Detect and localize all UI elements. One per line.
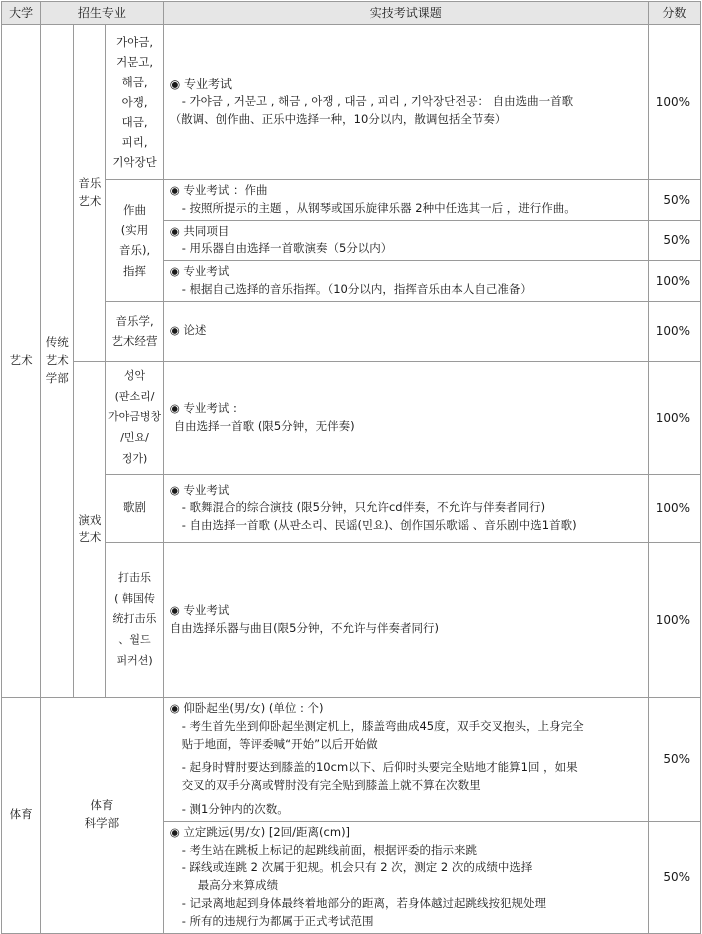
table-row xyxy=(2,301,701,361)
score: 100% xyxy=(648,474,700,542)
task-line: 最高分来算成绩 xyxy=(197,878,279,893)
task-line: - 测1分钟内的次数。 xyxy=(181,801,289,816)
task-line: - 考生站在跳板上标记的起跳线前面，根据评委的指示来跳 xyxy=(181,842,477,857)
score: 50% xyxy=(648,180,700,221)
university-pe: 体育 xyxy=(2,697,41,933)
table-row xyxy=(2,542,701,697)
score: 50% xyxy=(648,697,700,821)
major-composition: 作曲 (实用 音乐), 指挥 xyxy=(106,180,163,302)
task-line: 交叉的双手分离或臂肘没有完全贴到膝盖上就不算在次数里 xyxy=(181,778,481,793)
header-university: 大学 xyxy=(2,2,41,25)
task-common xyxy=(163,220,648,261)
task-opera xyxy=(163,474,648,542)
task-conducting xyxy=(163,261,648,302)
task-title: ◉ 专业考试 ：作曲 xyxy=(169,183,268,197)
task-line: - 记录离地起到身体最终着地部分的距离，若身体越过起跳线按犯规处理 xyxy=(181,896,546,910)
score: 50% xyxy=(648,220,700,261)
task-title: ◉ 专业考试 : xyxy=(169,401,237,416)
header-score: 分数 xyxy=(648,2,700,25)
major-musicology: 音乐学, 艺术经营 xyxy=(106,301,163,361)
score: 100% xyxy=(648,301,700,361)
score: 100% xyxy=(648,25,700,180)
task-line: - 歌舞混合的综合演技 (限5分钟，只允许cd伴奏，不允许与伴奏者同行) xyxy=(181,500,546,515)
header-major: 招生专业 xyxy=(41,2,164,25)
task-vocal xyxy=(163,361,648,474)
task-line: - 所有的违规行为都属于正式考试范围 xyxy=(181,913,374,928)
task-musicology xyxy=(163,301,648,361)
task-percussion xyxy=(163,542,648,697)
task-jump xyxy=(163,821,648,933)
score: 100% xyxy=(648,261,700,302)
header-row xyxy=(2,2,701,25)
task-line: 贴于地面，等评委喊“开始”以后开始做 xyxy=(181,736,378,751)
college-pe: 体育 科学部 xyxy=(41,697,164,933)
task-instruments xyxy=(163,25,648,180)
task-line: （散调、创作曲、正乐中选择一种，10分以内，散调包括全节奏） xyxy=(169,112,507,127)
sub-music: 音乐 艺术 xyxy=(74,25,106,362)
task-line: - 起身时臂肘要达到膝盖的10cm以下、后仰时头要完全贴地才能算1回 ，如果 xyxy=(181,760,578,775)
major-instruments: 가야금, 거문고, 해금, 아쟁, 대금, 피리, 기악장단 xyxy=(106,25,163,180)
task-situp xyxy=(163,697,648,821)
score: 100% xyxy=(648,542,700,697)
task-line: - 按照所提示的主题 ，从钢琴或国乐旋律乐器 2种中任选其一后 ，进行作曲。 xyxy=(181,200,576,215)
task-line: - 踩线或连跳 2 次属于犯规。机会只有 2 次，测定 2 次的成绩中选择 xyxy=(181,860,533,875)
task-line: 自由选择乐器与曲目(限5分钟，不允许与伴奏者同行) xyxy=(169,620,439,635)
task-line: - 自由选择一首歌 (从판소리、民谣(민요)、创作国乐歌谣 、音乐剧中选1首歌) xyxy=(181,518,577,533)
task-line: - 用乐器自由选择一首歌演奏（5分以内） xyxy=(181,241,393,256)
task-line: - 考生首先坐到仰卧起坐测定机上，膝盖弯曲成45度，双手交叉抱头，上身完全 xyxy=(181,718,584,733)
task-title: ◉ 专业考试 xyxy=(169,76,232,91)
score: 50% xyxy=(648,821,700,933)
table-row xyxy=(2,474,701,542)
sub-drama: 演戏 艺术 xyxy=(74,361,106,697)
table-row xyxy=(2,361,701,474)
major-vocal: 성악 (판소리/ 가야금병창 /민요/ 정가) xyxy=(106,361,163,474)
task-title: ◉ 论述 xyxy=(169,323,207,338)
table-row xyxy=(2,25,701,180)
college-traditional: 传统 艺术 学部 xyxy=(41,25,74,698)
task-line: - 根据自己选择的音乐指挥。（10分以内，指挥音乐由本人自己准备） xyxy=(181,282,532,297)
task-title: ◉ 立定跳远(男/女) [2回/距离(cm)] xyxy=(169,824,351,839)
major-opera: 歌剧 xyxy=(106,474,163,542)
task-composition xyxy=(163,180,648,221)
table-row xyxy=(2,180,701,221)
task-title: ◉ 专业考试 xyxy=(169,482,230,497)
score: 100% xyxy=(648,361,700,474)
task-title: ◉ 专业考试 xyxy=(169,264,230,279)
task-title: ◉ 共同项目 xyxy=(169,223,230,238)
task-title: ◉ 仰卧起坐(男/女) (单位 : 个) xyxy=(169,700,324,715)
task-title: ◉ 专业考试 xyxy=(169,603,230,618)
table-row xyxy=(2,697,701,821)
task-line: - 가야금 , 거문고 , 해금 , 아쟁 , 대금 , 피리 , 기악장단전공： 自由选曲一首歌 xyxy=(181,94,574,109)
major-percussion: 打击乐 ( 韩国传 统打击乐 、월드 퍼커션) xyxy=(106,542,163,697)
university-art: 艺术 xyxy=(2,25,41,698)
exam-table xyxy=(1,1,701,934)
task-line: 自由选择一首歌 (限5分钟，无伴奏) xyxy=(173,418,355,433)
header-exam: 实技考试课题 xyxy=(163,2,648,25)
